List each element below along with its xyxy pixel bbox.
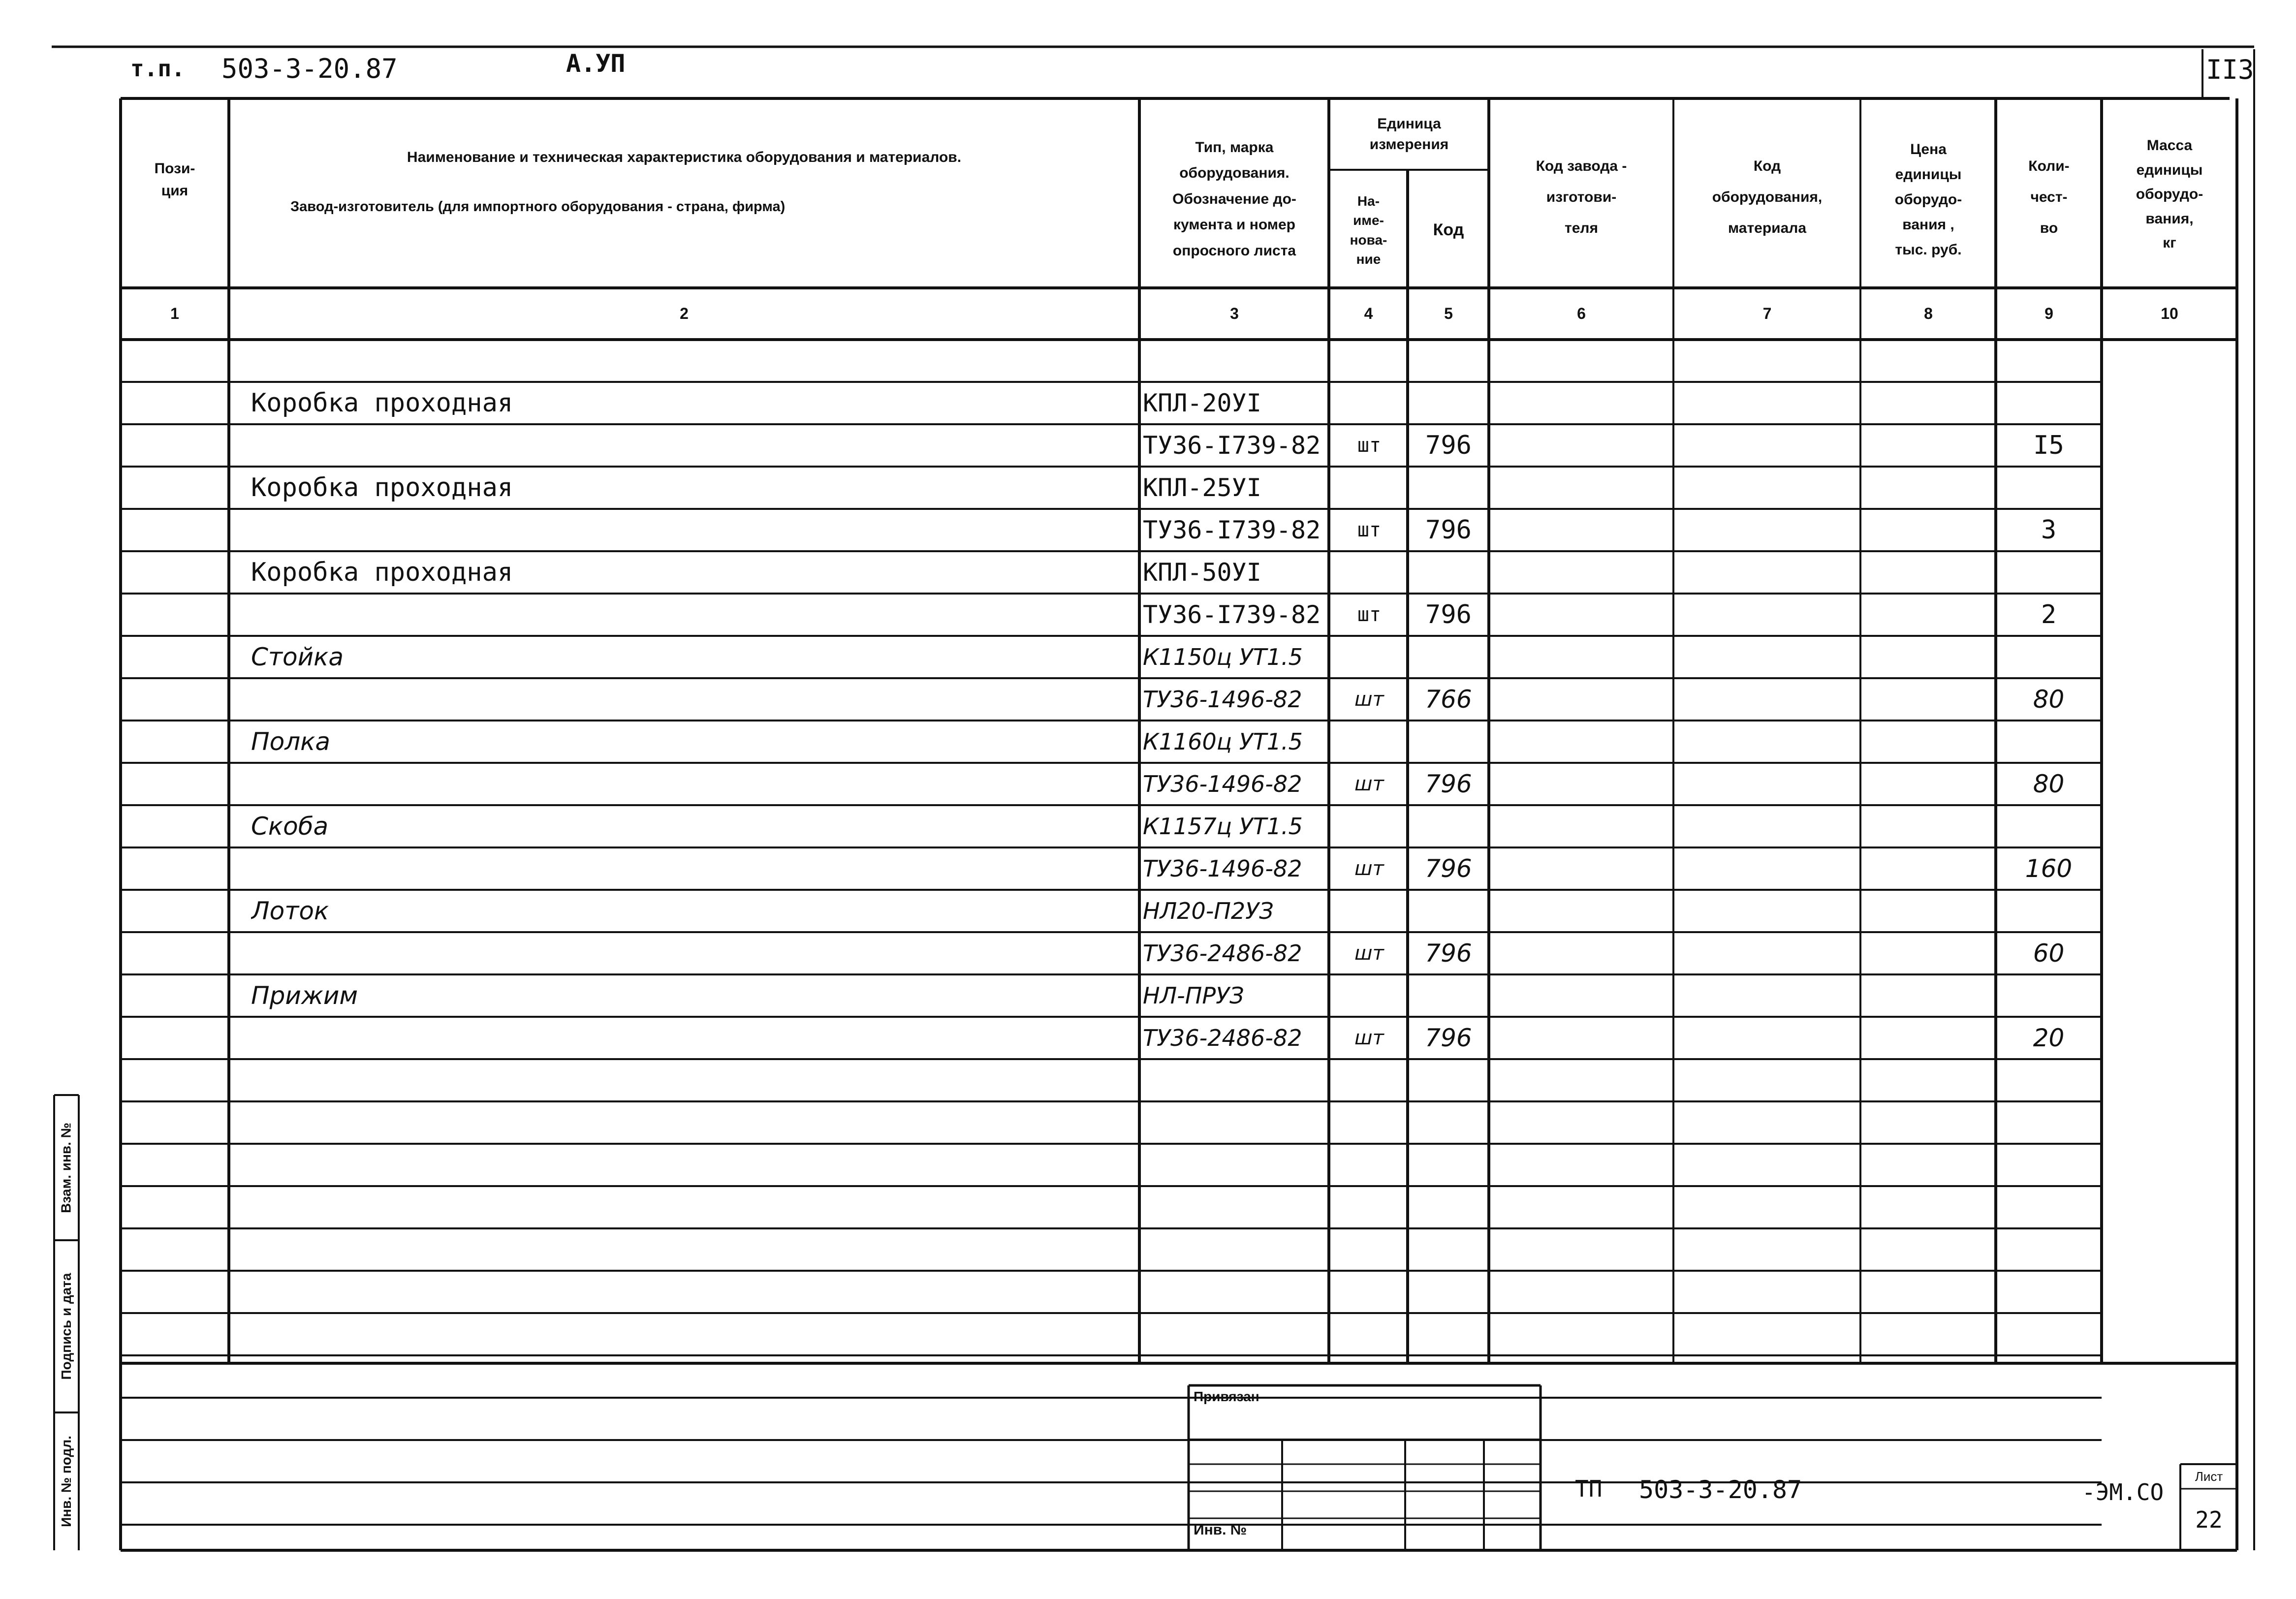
col-header-type: Тип, марка оборудования. Обозначение до- кумента и номер опросного листа [1172, 139, 1296, 259]
row-qty: 3 [2041, 515, 2057, 545]
row-code: 766 [1425, 685, 1472, 714]
row-code: 796 [1425, 854, 1472, 883]
row-unit [1335, 469, 1404, 507]
row-type: ТУ36-I739-82 [1143, 600, 1321, 629]
col-number: 1 [170, 305, 179, 322]
col-header-unit-name: На- име- нова- ние [1350, 193, 1387, 267]
col-number: 5 [1444, 305, 1453, 322]
stamp-designation-prefix: ТП [1575, 1475, 1603, 1502]
row-code [1412, 722, 1485, 761]
row-type: ТУ36-1496-82 [1143, 855, 1302, 882]
row-type: ТУ36-2486-82 [1143, 1025, 1302, 1051]
row-unit: шт [1357, 603, 1382, 626]
col-number: 7 [1762, 305, 1772, 322]
row-code: 796 [1425, 1024, 1472, 1052]
row-name: Коробка проходная [251, 388, 513, 418]
row-qty [1998, 553, 2099, 592]
row-unit [1335, 722, 1404, 761]
row-type: КПЛ-50УI [1143, 558, 1261, 587]
row-type: ТУ36-I739-82 [1143, 431, 1321, 460]
row-qty: 20 [2033, 1024, 2065, 1052]
page-number: II3 [2206, 54, 2254, 85]
row-code: 796 [1425, 600, 1472, 629]
row-name [251, 680, 1127, 719]
row-code [1412, 384, 1485, 422]
stamp-bound-label: Привязан [1194, 1389, 1259, 1404]
album-label: А.УП [566, 49, 626, 78]
row-code: 796 [1425, 939, 1472, 968]
stamp-sheet-label: Лист [2195, 1469, 2223, 1484]
col-header-equipment-code: Код оборудования, материала [1712, 157, 1823, 236]
row-unit [1335, 638, 1404, 676]
row-name [251, 426, 1127, 465]
row-code [1412, 807, 1485, 846]
row-qty [1998, 384, 2099, 422]
col-number: 10 [2161, 305, 2178, 322]
row-unit [1335, 976, 1404, 1015]
row-name: Прижим [251, 981, 358, 1010]
side-stamp-inv-no: Инв. № подл. [59, 1436, 74, 1527]
row-qty [1998, 469, 2099, 507]
row-name [251, 596, 1127, 634]
col-header-unit-code: Код [1433, 220, 1464, 239]
row-qty: 60 [2033, 939, 2065, 968]
col-number: 9 [2044, 305, 2053, 322]
col-header-unit-group: Единица измерения [1369, 115, 1449, 153]
row-qty [1998, 722, 2099, 761]
row-type: КПЛ-25УI [1143, 473, 1261, 502]
row-code [1412, 469, 1485, 507]
row-unit: шт [1354, 1027, 1384, 1049]
row-qty [1998, 807, 2099, 846]
stamp-sheet-number: 22 [2195, 1506, 2223, 1533]
row-code: 796 [1425, 515, 1472, 545]
row-qty [1998, 892, 2099, 930]
col-header-name: Наименование и техническая характеристика оборудования и материалов. [407, 149, 962, 165]
row-name: Полка [251, 727, 330, 756]
col-number: 8 [1924, 305, 1933, 322]
row-unit: шт [1354, 942, 1384, 965]
stamp-designation: 503-3-20.87 [1639, 1475, 1802, 1504]
row-qty [1998, 638, 2099, 676]
row-name: Лоток [251, 897, 329, 925]
col-number: 4 [1364, 305, 1373, 322]
col-header-position: Пози- ция [154, 160, 195, 199]
doc-number: 503-3-20.87 [221, 53, 398, 84]
row-qty: 160 [2025, 854, 2073, 883]
row-unit [1335, 807, 1404, 846]
row-name: Коробка проходная [251, 558, 513, 587]
row-name [251, 849, 1127, 888]
row-unit: шт [1354, 688, 1384, 711]
row-unit [1335, 553, 1404, 592]
row-type: К1160ц УТ1.5 [1143, 728, 1303, 755]
row-type: ТУ36-1496-82 [1143, 771, 1302, 797]
row-unit: шт [1354, 857, 1384, 880]
row-code [1412, 638, 1485, 676]
col-header-maker: Завод-изготовитель (для импортного оборудования - страна, фирма) [290, 198, 786, 215]
row-type: ТУ36-2486-82 [1143, 940, 1302, 967]
row-qty: 80 [2033, 770, 2065, 798]
row-name: Коробка проходная [251, 473, 513, 502]
col-number: 3 [1230, 305, 1239, 322]
row-type: К1157ц УТ1.5 [1143, 813, 1303, 840]
row-type: КПЛ-20УI [1143, 389, 1261, 417]
row-code: 796 [1425, 770, 1472, 798]
row-unit [1335, 384, 1404, 422]
row-type: К1150ц УТ1.5 [1143, 644, 1303, 670]
col-number: 2 [680, 305, 689, 322]
row-code: 796 [1425, 431, 1472, 460]
row-type: ТУ36-1496-82 [1143, 686, 1302, 713]
row-type: НЛ20-П2УЗ [1143, 898, 1274, 924]
row-unit: шт [1357, 434, 1382, 457]
stamp-suffix: -ЭМ.СО [2082, 1479, 2164, 1505]
row-type: НЛ-ПРУЗ [1143, 982, 1244, 1009]
row-name: Скоба [251, 812, 329, 841]
row-qty: 80 [2033, 685, 2065, 714]
stamp-inv-label: Инв. № [1194, 1522, 1247, 1538]
col-header-quantity: Коли- чест- во [2028, 157, 2070, 236]
side-stamp-replace-inv: Взам. инв. № [58, 1123, 74, 1213]
series-label: т.п. [130, 55, 185, 82]
row-name [251, 934, 1127, 972]
row-unit: шт [1357, 519, 1382, 541]
row-qty: I5 [2033, 431, 2064, 460]
col-header-price: Цена единицы оборудо- вания , тыс. руб. [1894, 141, 1962, 258]
row-qty: 2 [2041, 600, 2057, 629]
col-header-maker-code: Код завода - изготови- теля [1536, 157, 1627, 236]
row-name [251, 1019, 1127, 1057]
row-code [1412, 553, 1485, 592]
side-stamp-signature-date: Подпись и дата [59, 1273, 74, 1380]
col-header-mass: Масса единицы оборудо- вания, кг [2136, 137, 2203, 251]
row-unit [1335, 892, 1404, 930]
row-name [251, 511, 1127, 549]
row-unit: шт [1354, 773, 1384, 795]
col-number: 6 [1577, 305, 1586, 322]
row-qty [1998, 976, 2099, 1015]
row-name: Стойка [251, 643, 344, 671]
row-code [1412, 976, 1485, 1015]
row-code [1412, 892, 1485, 930]
row-type: ТУ36-I739-82 [1143, 516, 1321, 544]
row-name [251, 765, 1127, 803]
